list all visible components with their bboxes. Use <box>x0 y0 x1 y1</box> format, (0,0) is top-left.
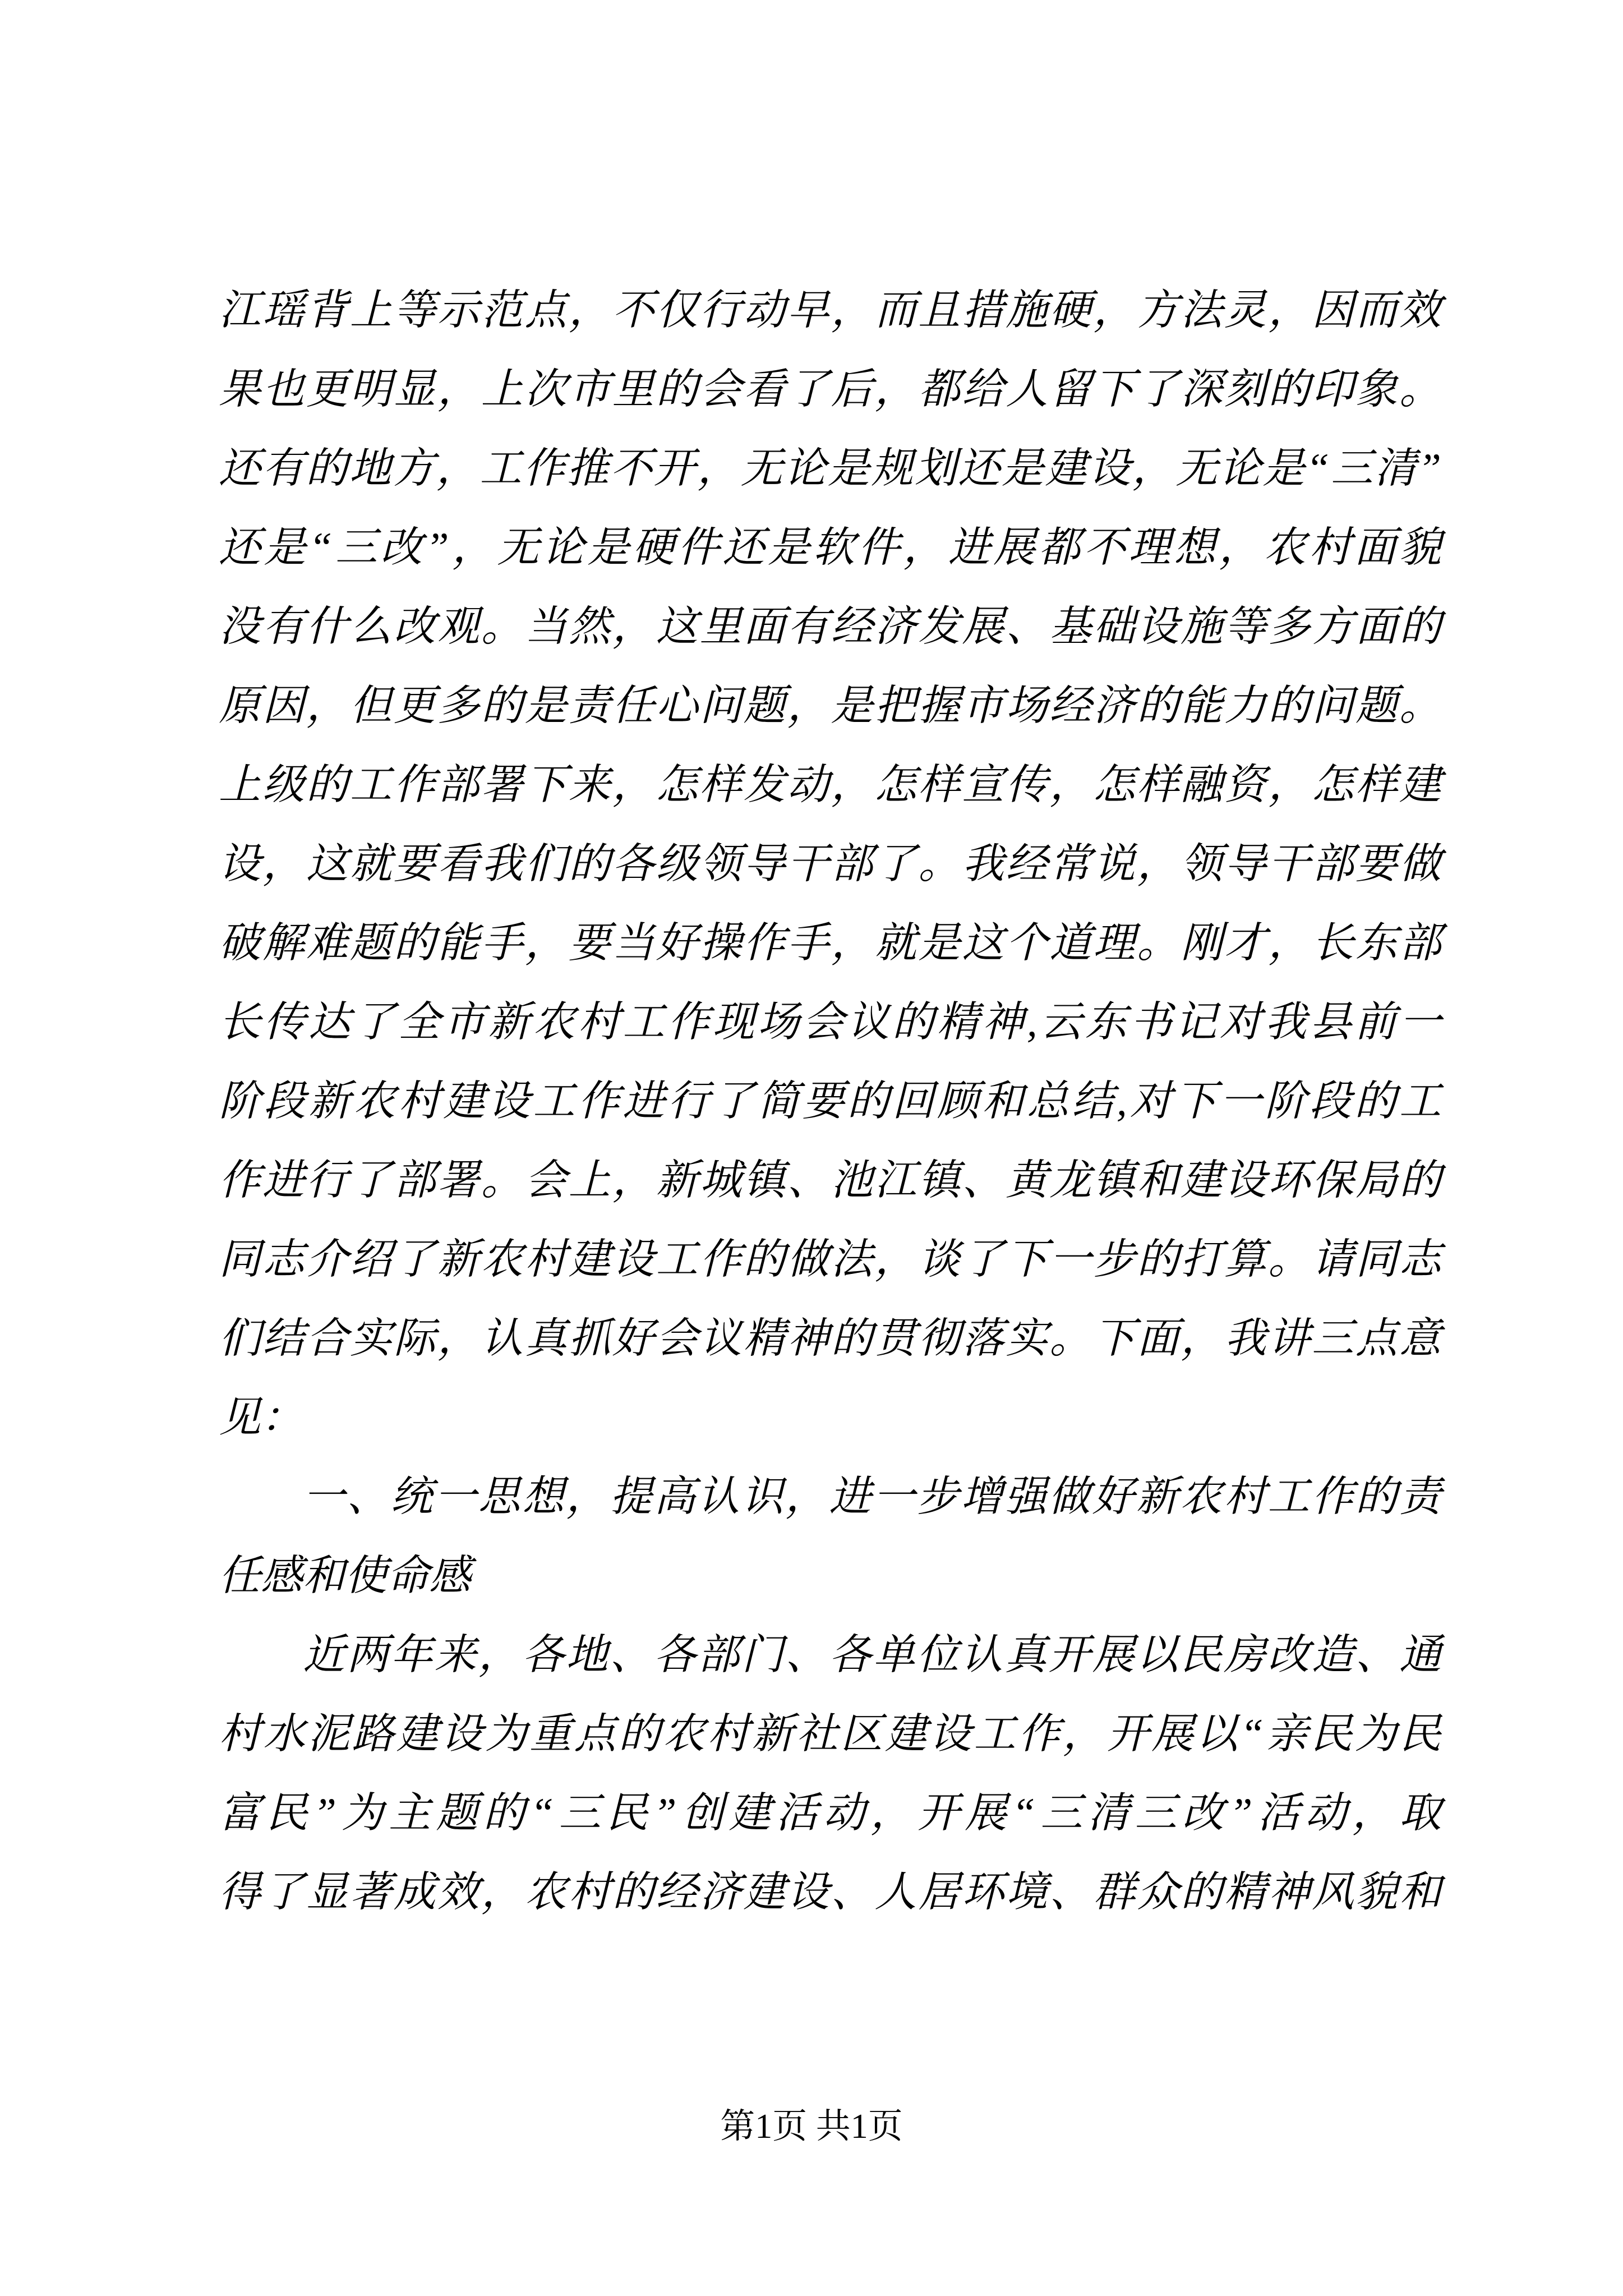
text-line: 富民”为主题的“三民”创建活动，开展“三清三改”活动，取 <box>219 1790 1441 1837</box>
text-line: 还有的地方，工作推不开，无论是规划还是建设，无论是“三清” <box>219 445 1441 492</box>
text-line: 得了显著成效，农村的经济建设、人居环境、群众的精神风貌和 <box>219 1869 1441 1916</box>
text-line: 同志介绍了新农村建设工作的做法，谈了下一步的打算。请同志 <box>219 1236 1441 1283</box>
text-line: 果也更明显，上次市里的会看了后，都给人留下了深刻的印象。 <box>219 366 1441 413</box>
text-line: 江瑶背上等示范点，不仅行动早，而且措施硬，方法灵，因而效 <box>219 287 1441 334</box>
text-line: 们结合实际，认真抓好会议精神的贯彻落实。下面，我讲三点意 <box>219 1315 1441 1362</box>
text-line: 作进行了部署。会上，新城镇、池江镇、黄龙镇和建设环保局的 <box>219 1157 1441 1204</box>
text-line: 阶段新农村建设工作进行了简要的回顾和总结,对下一阶段的工 <box>219 1078 1441 1125</box>
document-body <box>219 271 1441 1932</box>
text-line: 村水泥路建设为重点的农村新社区建设工作，开展以“亲民为民 <box>219 1711 1441 1757</box>
text-line: 还是“三改”，无论是硬件还是软件，进展都不理想，农村面貌 <box>219 524 1441 571</box>
text-line: 一、统一思想，提高认识，进一步增强做好新农村工作的责 <box>303 1474 1441 1520</box>
text-line: 破解难题的能手，要当好操作手，就是这个道理。刚才，长东部 <box>219 920 1441 967</box>
text-line: 见： <box>219 1395 303 1441</box>
page-footer <box>0 2101 1623 2152</box>
text-line: 近两年来，各地、各部门、各单位认真开展以民房改造、通 <box>303 1632 1441 1678</box>
text-line: 没有什么改观。当然，这里面有经济发展、基础设施等多方面的 <box>219 604 1441 650</box>
text-line: 长传达了全市新农村工作现场会议的精神,云东书记对我县前一 <box>219 999 1441 1046</box>
text-line: 设，这就要看我们的各级领导干部了。我经常说，领导干部要做 <box>219 841 1441 887</box>
text-line: 任感和使命感 <box>219 1553 472 1599</box>
page-number-label: 第1页 共1页 <box>720 2108 903 2146</box>
text-line: 原因，但更多的是责任心问题，是把握市场经济的能力的问题。 <box>219 683 1441 729</box>
text-line: 上级的工作部署下来，怎样发动，怎样宣传，怎样融资，怎样建 <box>219 762 1441 808</box>
